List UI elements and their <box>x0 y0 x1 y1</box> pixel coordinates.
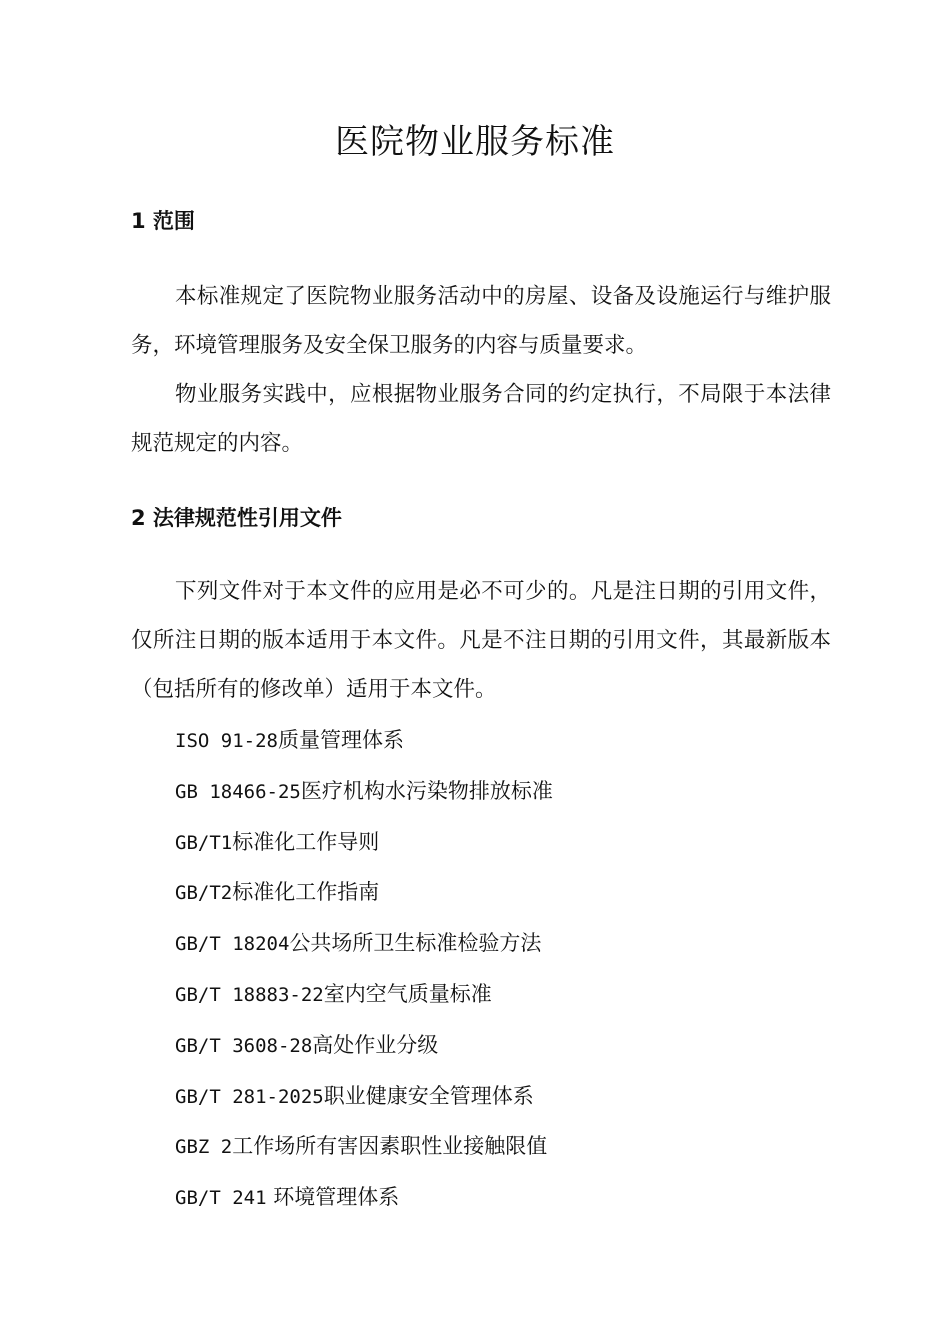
section-1-paragraph-2: 物业服务实践中，应根据物业服务合同的约定执行，不局限于本法律规范规定的内容。 <box>131 382 831 456</box>
reference-code: GB/T 241 <box>175 1187 267 1210</box>
reference-item <box>175 1072 553 1123</box>
section-1-heading: 1 范围 <box>131 209 195 233</box>
section-2-paragraph: 下列文件对于本文件的应用是必不可少的。凡是注日期的引用文件，仅所注日期的版本适用于本文件。凡是不注日期的引用文件，其最新版本（包括所有的修改单）适用于本文件。 <box>131 579 831 702</box>
reference-code: GB/T2 <box>175 882 233 905</box>
reference-code: GBZ 2 <box>175 1136 233 1159</box>
reference-item <box>175 767 553 818</box>
document-title: 医院物业服务标准 <box>335 122 615 162</box>
reference-name: 标准化工作指南 <box>232 880 380 905</box>
reference-list <box>175 716 553 1224</box>
reference-name: 高处作业分级 <box>312 1032 439 1057</box>
reference-name: 公共场所卫生标准检验方法 <box>289 931 542 956</box>
reference-name: 室内空气质量标准 <box>323 981 492 1006</box>
reference-item <box>175 818 553 869</box>
reference-item <box>175 1173 553 1224</box>
reference-item <box>175 1122 553 1173</box>
reference-name: 质量管理体系 <box>277 728 404 752</box>
reference-code: GB/T 18883-22 <box>175 983 324 1006</box>
reference-code: GB/T 3608-28 <box>175 1034 313 1057</box>
reference-code: GB/T1 <box>175 831 233 854</box>
reference-code: GB 18466-25 <box>175 780 301 803</box>
reference-code: ISO 91-28 <box>175 730 278 752</box>
reference-item <box>175 1021 553 1072</box>
reference-name: 标准化工作导则 <box>232 829 380 854</box>
reference-name: 工作场所有害因素职性业接触限值 <box>232 1134 548 1159</box>
section-1-paragraph-1: 本标准规定了医院物业服务活动中的房屋、设备及设施运行与维护服务，环境管理服务及安全保卫服务的内容与质量要求。 <box>131 284 831 358</box>
reference-item <box>175 970 553 1021</box>
reference-item <box>175 716 553 767</box>
reference-code: GB/T 18204 <box>175 933 290 956</box>
section-2-heading: 2 法律规范性引用文件 <box>131 506 342 530</box>
reference-item <box>175 919 553 970</box>
reference-name: 职业健康安全管理体系 <box>323 1083 534 1108</box>
reference-name: 医疗机构水污染物排放标准 <box>300 778 553 803</box>
reference-item <box>175 868 553 919</box>
reference-name: 环境管理体系 <box>266 1185 400 1210</box>
reference-code: GB/T 281-2025 <box>175 1085 324 1108</box>
